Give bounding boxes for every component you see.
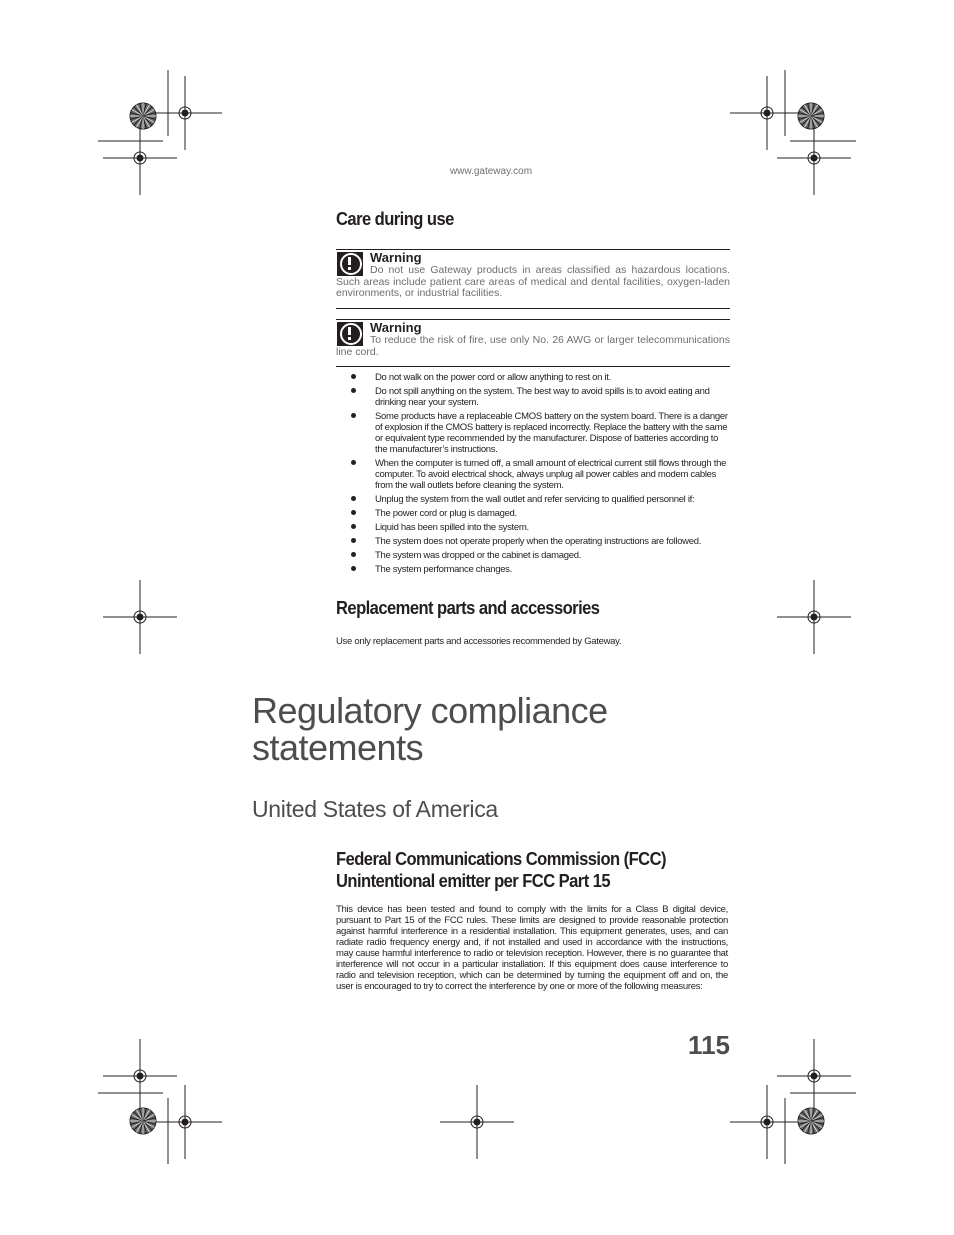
fcc-paragraph: This device has been tested and found to comply with the limits for a Class B digital device, pursuant to Part 15 of the FCC rules. These limits are designed to provide reasonable protection against harmful interference in a residential installation. This equipment generates, uses, and can radiate radio frequency energy and, if not installed and used in accordance with the instructions, may cause harmful interference to radio or television reception. However, there is no guarantee that interference will not occur in a particular installation. If this equipment does cause interference to radio and television reception, which can be determined by turning the equipment off and on, the user is encouraged to try to correct the interference by one or more of the following measures: <box>336 904 728 992</box>
warning-box-2 <box>336 319 730 367</box>
website-url: www.gateway.com <box>449 166 533 177</box>
warning-title: Warning <box>370 250 422 265</box>
care-heading: Care during use <box>336 209 454 229</box>
care-bullet-list <box>336 372 730 575</box>
warning-text: Do not use Gateway products in areas classified as hazardous locations. Such areas include patient care areas of medical and dental facilities, oxygen-laden environments, or industrial facilities. <box>336 264 730 299</box>
page-number: 115 <box>688 1030 730 1060</box>
list-item: The system does not operate properly when the operating instructions are followed. <box>336 536 730 547</box>
registration-crosshair-icon <box>103 580 177 654</box>
warning-title: Warning <box>370 320 422 335</box>
list-item: The system was dropped or the cabinet is damaged. <box>336 550 730 561</box>
replacement-text: Use only replacement parts and accessories recommended by Gateway. <box>336 636 622 647</box>
color-target-icon <box>798 1108 824 1134</box>
list-item: Unplug the system from the wall outlet and refer servicing to qualified personnel if: <box>336 494 730 505</box>
list-item: Do not spill anything on the system. The best way to avoid spills is to avoid eating and drinking near your system. <box>336 386 730 408</box>
registration-crosshair-icon <box>777 121 851 195</box>
registration-crosshair-icon <box>148 1085 222 1159</box>
chapter-title: Regulatory compliance statements <box>252 690 608 768</box>
registration-crosshair-icon <box>148 76 222 150</box>
list-item: When the computer is turned off, a small amount of electrical current still flows through the computer. To avoid electrical shock, always unplug all power cables and modem cables from the wall outlets before cleaning the system. <box>336 458 730 491</box>
list-item: Liquid has been spilled into the system. <box>336 522 730 533</box>
color-target-icon <box>798 103 824 129</box>
registration-crosshair-icon <box>103 121 177 195</box>
list-item: The power cord or plug is damaged. <box>336 508 730 519</box>
color-target-icon <box>130 103 156 129</box>
replacement-heading: Replacement parts and accessories <box>336 598 600 618</box>
warning-box-1 <box>336 249 730 309</box>
list-item: Some products have a replaceable CMOS battery on the system board. There is a danger of explosion if the CMOS battery is replaced incorrectly. Replace the battery with the same or equivalent type recommended by the manufacturer. Dispose of batteries according to the manufacturer’s instructions. <box>336 411 730 455</box>
warning-text: To reduce the risk of fire, use only No. 26 AWG or larger telecommunications line cord. <box>336 334 730 358</box>
fcc-heading: Federal Communications Commission (FCC) Unintentional emitter per FCC Part 15 <box>336 849 666 891</box>
registration-crosshair-icon <box>777 580 851 654</box>
registration-crosshair-icon <box>777 1039 851 1113</box>
list-item: Do not walk on the power cord or allow anything to rest on it. <box>336 372 730 383</box>
section-title: United States of America <box>252 796 498 822</box>
registration-crosshair-icon <box>730 76 804 150</box>
list-item: The system performance changes. <box>336 564 730 575</box>
registration-crosshair-icon <box>730 1085 804 1159</box>
color-target-icon <box>130 1108 156 1134</box>
registration-crosshair-icon <box>440 1085 514 1159</box>
registration-crosshair-icon <box>103 1039 177 1113</box>
